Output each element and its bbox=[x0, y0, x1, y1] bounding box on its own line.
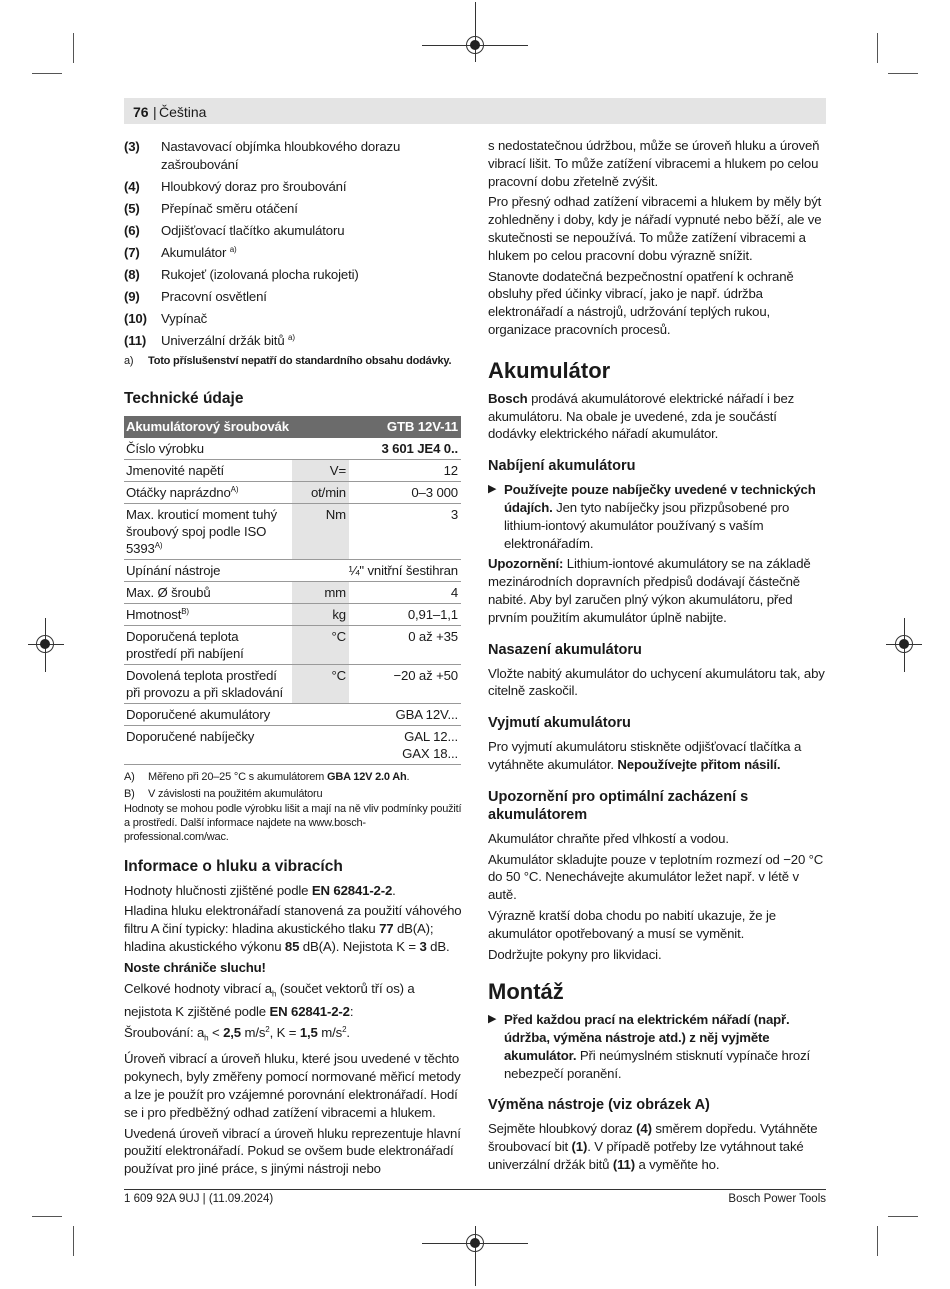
text: . bbox=[392, 882, 396, 898]
text: : bbox=[349, 1004, 354, 1020]
charge-bullet bbox=[488, 481, 826, 552]
superscript: 2 bbox=[342, 1024, 347, 1034]
table-row bbox=[124, 603, 461, 625]
item-number: (8) bbox=[124, 266, 140, 282]
list-item bbox=[124, 332, 464, 350]
akku-heading: Akumulátor bbox=[488, 357, 611, 383]
noise-p4 bbox=[124, 980, 464, 1021]
text: dB(A). Nejistota K = bbox=[299, 939, 420, 955]
warning: Nepoužívejte přitom násilí. bbox=[617, 756, 781, 772]
crop-mark bbox=[888, 1216, 918, 1217]
note-text: Toto příslušenství nepatří do standardního obsahu dodávky. bbox=[148, 354, 452, 367]
row-label bbox=[124, 481, 292, 503]
note-text: Měřeno při 20–25 °C s akumulátorem bbox=[148, 770, 327, 783]
row-value: GAL 12... GAX 18... bbox=[292, 725, 461, 764]
row-unit: Nm bbox=[292, 503, 349, 559]
list-item bbox=[124, 244, 464, 262]
item-number: (7) bbox=[124, 244, 140, 260]
list-item bbox=[124, 288, 464, 306]
text: , K = bbox=[269, 1024, 300, 1040]
row-label: Dovolená teplota prostředí při provozu a při skladování bbox=[124, 664, 292, 703]
footnote-b bbox=[124, 787, 464, 801]
table-row bbox=[124, 503, 461, 559]
text: směrem dopředu. Vytáhněte šroubovací bit bbox=[488, 1121, 818, 1155]
note-mark: a) bbox=[124, 354, 134, 367]
standard: EN 62841-2-2 bbox=[311, 882, 393, 898]
note-text: Lithium-iontové akumulátory se na základě mezinárodních dopravních předpisů dodávají částečně nabité. Aby byl zaručen plný výkon akumulátoru, před prvním použitím akumulátor úplně nabijte. bbox=[488, 556, 811, 625]
insert-heading: Nasazení akumulátoru bbox=[488, 641, 642, 658]
note-end: . bbox=[406, 770, 410, 783]
registration-mark-icon bbox=[895, 635, 913, 653]
crop-mark bbox=[877, 1226, 878, 1256]
table-row bbox=[124, 625, 461, 664]
table-header-row bbox=[124, 416, 461, 438]
registration-mark-icon bbox=[466, 1234, 484, 1252]
table-header-right: GTB 12V-11 bbox=[349, 416, 461, 438]
noise-p2 bbox=[124, 902, 464, 955]
page-header-bar bbox=[124, 98, 826, 124]
care-p1: Akumulátor chraňte před vlhkostí a vodou. bbox=[488, 830, 729, 846]
row-label: Max. Ø šroubů bbox=[124, 581, 292, 603]
row-value: 12 bbox=[349, 459, 461, 481]
row-unit: °C bbox=[292, 664, 349, 703]
item-text: Nastavovací objímka hloubkového dorazu zašroubování bbox=[161, 139, 401, 172]
ref: (4) bbox=[636, 1121, 652, 1137]
row-unit: °C bbox=[292, 625, 349, 664]
row-label: Jmenovité napětí bbox=[124, 459, 292, 481]
text: Šroubování: a bbox=[124, 1024, 205, 1040]
tech-heading: Technické údaje bbox=[124, 389, 244, 407]
text: . V případě potřeby lze vytáhnout také univerzální držák bitů bbox=[488, 1139, 804, 1173]
text: m/s bbox=[240, 1024, 266, 1040]
footer-rule bbox=[124, 1189, 826, 1190]
care-p4: Dodržujte pokyny pro likvidaci. bbox=[488, 946, 662, 962]
arrow-icon: ▶ bbox=[488, 1013, 497, 1026]
care-p3: Výrazně kratší doba chodu po nabití ukazuje, že je akumulátor opotřebovaný a musí se vyměnit. bbox=[488, 907, 776, 941]
item-number: (11) bbox=[124, 332, 147, 348]
text: Hodnoty hlučnosti zjištěné podle bbox=[124, 882, 312, 898]
table-header-left: Akumulátorový šroubovák bbox=[124, 416, 349, 438]
table-row bbox=[124, 664, 461, 703]
item-text: Přepínač směru otáčení bbox=[161, 200, 298, 216]
text: m/s bbox=[317, 1024, 343, 1040]
text: Sejměte hloubkový doraz bbox=[488, 1121, 637, 1137]
footnote-ref: A) bbox=[230, 484, 239, 494]
arrow-icon: ▶ bbox=[488, 483, 497, 496]
footnote-ref: a) bbox=[229, 244, 237, 254]
care-heading: Upozornění pro optimální zacházení s akumulátorem bbox=[488, 788, 749, 823]
row-label: Doporučené nabíječky bbox=[124, 725, 292, 764]
row-value: 3 bbox=[349, 503, 461, 559]
left-column bbox=[124, 138, 464, 1178]
footnote-ref: B) bbox=[181, 606, 189, 616]
note-mark: A) bbox=[124, 770, 135, 783]
value: 1,5 bbox=[299, 1024, 318, 1040]
row-label: Doporučená teplota prostředí při nabíjení bbox=[124, 625, 292, 664]
row-unit: mm bbox=[292, 581, 349, 603]
table-row bbox=[124, 725, 461, 764]
bullet-text: Při neúmyslném stisknutí vypínače hrozí nebezpečí poranění. bbox=[504, 1047, 811, 1081]
note-label: Upozornění: bbox=[488, 556, 564, 572]
list-item bbox=[124, 222, 464, 240]
subscript: h bbox=[204, 1033, 209, 1043]
item-text: Pracovní osvětlení bbox=[161, 288, 267, 304]
header-separator: | bbox=[153, 104, 157, 120]
footnote-c: Hodnoty se mohou podle výrobku lišit a mají na ně vliv podmínky použití a prostředí. Další informace najdete na www.bosch-professional.com/wac. bbox=[124, 802, 462, 843]
text: prodává akumulátorové elektrické nářadí i bez akumulátoru. Na obale je uvedené, zda je součástí dodávky elektrického nářadí akumulátor. bbox=[488, 390, 795, 442]
table-row bbox=[124, 481, 461, 503]
note-bold: GBA 12V 2.0 Ah bbox=[327, 770, 407, 783]
item-number: (10) bbox=[124, 310, 147, 326]
akku-p bbox=[488, 390, 826, 443]
text: Celkové hodnoty vibrací a bbox=[124, 980, 272, 996]
crop-mark bbox=[73, 1226, 74, 1256]
remove-heading: Vyjmutí akumulátoru bbox=[488, 715, 631, 732]
table-row bbox=[124, 703, 461, 725]
row-label-text: Hmotnost bbox=[126, 606, 182, 622]
row-value-text: 3 601 JE4 0.. bbox=[381, 440, 458, 456]
standard: EN 62841-2-2 bbox=[269, 1004, 350, 1020]
footnote-a bbox=[124, 770, 464, 784]
parts-list bbox=[124, 138, 464, 368]
row-value: 4 bbox=[349, 581, 461, 603]
crop-mark bbox=[73, 33, 74, 63]
footer-doc-number: 1 609 92A 9UJ | (11.09.2024) bbox=[124, 1193, 274, 1205]
row-value bbox=[292, 437, 461, 459]
noise-p1 bbox=[124, 882, 464, 900]
vibration-p3: Stanovte dodatečná bezpečnostní opatření k ochraně obsluhy před účinky vibrací, jako je např. údržba elektronářadí a nástrojů, udržování teplých rukou, organizace pracovních procesů. bbox=[488, 268, 794, 337]
right-column bbox=[488, 137, 826, 1174]
value: 3 bbox=[419, 939, 427, 955]
text: Pro vyjmutí akumulátoru stiskněte odjišťovací tlačítka a vytáhněte akumulátor. bbox=[488, 739, 802, 772]
crop-mark bbox=[877, 33, 878, 63]
footnote-ref: a) bbox=[288, 332, 295, 342]
item-number: (5) bbox=[124, 200, 140, 216]
row-label: Doporučené akumulátory bbox=[124, 703, 292, 725]
ref: (11) bbox=[612, 1157, 635, 1173]
text: < bbox=[208, 1024, 224, 1040]
text: a vyměňte ho. bbox=[634, 1157, 720, 1173]
footnote-ref: A) bbox=[154, 540, 163, 550]
ref: (1) bbox=[571, 1139, 588, 1155]
subscript: h bbox=[272, 989, 277, 999]
value: 77 bbox=[379, 921, 394, 937]
text: Hladina hluku elektronářadí stanovená za použití váhového filtru A činí typicky: hladina akustického tlaku bbox=[124, 903, 462, 937]
row-label bbox=[124, 503, 292, 559]
montaz-bullet bbox=[488, 1011, 826, 1082]
brand: Bosch bbox=[488, 390, 528, 406]
item-text: Odjišťovací tlačítko akumulátoru bbox=[161, 222, 345, 238]
page-number: 76 bbox=[133, 104, 149, 120]
remove-p bbox=[488, 738, 826, 774]
footer-brand: Bosch Power Tools bbox=[728, 1193, 826, 1205]
superscript: 2 bbox=[265, 1024, 270, 1034]
bullet-bold: Používejte pouze nabíječky uvedené v technických údajích. bbox=[504, 482, 816, 515]
vibration-p2: Pro přesný odhad zatížení vibracemi a hlukem by měly být zohledněny i doby, kdy je nářadí vypnuté nebo běží, ale ve skutečnosti se nepoužívá. To může zatížení vibracemi a hlukem po celou pracovní dobu výrazně snížit. bbox=[488, 194, 822, 263]
table-row bbox=[124, 459, 461, 481]
bullet-text: Jen tyto nabíječky jsou přizpůsobené pro lithium-iontový akumulátor používaný s vaším elektronářadím. bbox=[504, 499, 790, 551]
list-item bbox=[124, 138, 464, 174]
item-number: (9) bbox=[124, 288, 140, 304]
row-unit: kg bbox=[292, 603, 349, 625]
text: dB. bbox=[426, 939, 450, 955]
row-value: ¼" vnitřní šestihran bbox=[292, 559, 461, 581]
row-label-text: Max. krouticí moment tuhý šroubový spoj podle ISO 5393 bbox=[126, 506, 277, 556]
note-text: V závislosti na použitém akumulátoru bbox=[148, 787, 323, 800]
crop-mark bbox=[32, 1216, 62, 1217]
tech-table bbox=[124, 416, 461, 765]
item-text: Rukojeť (izolovaná plocha rukojeti) bbox=[161, 266, 359, 282]
table-row bbox=[124, 559, 461, 581]
parts-note bbox=[124, 354, 464, 368]
row-value: 0,91–1,1 bbox=[349, 603, 461, 625]
item-text: Akumulátor bbox=[161, 244, 227, 260]
value: 85 bbox=[284, 939, 300, 955]
charge-heading: Nabíjení akumulátoru bbox=[488, 458, 636, 475]
noise-p6: Úroveň vibrací a úroveň hluku, které jsou uvedené v těchto pokynech, byly změřeny pomocí normované měřicí metody a lze je použít pro vzájemné porovnání elektronářadí. Hodí se i pro předběžný odhad zatížení vibracemi a hlukem. bbox=[124, 1051, 461, 1120]
vibration-p1: s nedostatečnou údržbou, může se úroveň hluku a úroveň vibrací lišit. To může zatížení vibracemi a hlukem po celou pracovní dobu zřetelně zvýšit. bbox=[488, 138, 820, 189]
crop-mark bbox=[888, 73, 918, 74]
list-item bbox=[124, 310, 464, 328]
text: . bbox=[346, 1024, 350, 1040]
registration-mark-icon bbox=[466, 36, 484, 54]
item-text: Hloubkový doraz pro šroubování bbox=[161, 178, 347, 194]
row-unit: V= bbox=[292, 459, 349, 481]
text: dB(A); hladina akustického výkonu bbox=[124, 921, 434, 955]
care-p2: Akumulátor skladujte pouze v teplotním rozmezí od −20 °C do 50 °C. Nenechávejte akumulátor ležet např. v létě v autě. bbox=[488, 851, 824, 903]
noise-heading: Informace o hluku a vibracích bbox=[124, 857, 343, 875]
note-mark: B) bbox=[124, 787, 135, 800]
page-language: Čeština bbox=[159, 104, 207, 120]
charge-note bbox=[488, 555, 826, 626]
row-value: −20 až +50 bbox=[349, 664, 461, 703]
table-row bbox=[124, 581, 461, 603]
table-row bbox=[124, 437, 461, 459]
crop-mark bbox=[32, 73, 62, 74]
row-label: Číslo výrobku bbox=[124, 437, 292, 459]
item-number: (4) bbox=[124, 178, 140, 194]
item-text: Univerzální držák bitů bbox=[161, 332, 285, 348]
list-item bbox=[124, 178, 464, 196]
row-label-text: Otáčky naprázdno bbox=[126, 484, 231, 500]
row-value: 0–3 000 bbox=[349, 481, 461, 503]
noise-p5 bbox=[124, 1024, 464, 1047]
row-label: Upínání nástroje bbox=[124, 559, 292, 581]
list-item bbox=[124, 266, 464, 284]
item-number: (6) bbox=[124, 222, 140, 238]
row-value: GBA 12V... bbox=[292, 703, 461, 725]
row-value: 0 až +35 bbox=[349, 625, 461, 664]
value: 2,5 bbox=[223, 1024, 241, 1040]
noise-p3: Noste chrániče sluchu! bbox=[124, 959, 266, 975]
noise-p7: Uvedená úroveň vibrací a úroveň hluku reprezentuje hlavní použití elektronářadí. Pokud se ovšem bude elektronářadí používat pro jiné práce, s jinými nástroji nebo bbox=[124, 1125, 461, 1177]
registration-mark-icon bbox=[36, 635, 54, 653]
insert-p: Vložte nabitý akumulátor do uchycení akumulátoru tak, aby citelně zaskočil. bbox=[488, 665, 825, 699]
tool-heading: Výměna nástroje (viz obrázek A) bbox=[488, 1097, 710, 1114]
item-number: (3) bbox=[124, 139, 140, 154]
item-text: Vypínač bbox=[161, 310, 208, 326]
tool-p bbox=[488, 1120, 826, 1173]
bullet-bold: Před každou prací na elektrickém nářadí (např. údržba, výměna nástroje atd.) z něj vyjměte akumulátor. bbox=[504, 1012, 790, 1063]
text: (součet vektorů tří os) a nejistota K zjištěné podle bbox=[124, 980, 415, 1020]
list-item bbox=[124, 200, 464, 218]
row-label bbox=[124, 603, 292, 625]
row-unit: ot/min bbox=[292, 481, 349, 503]
montaz-heading: Montáž bbox=[488, 979, 564, 1005]
